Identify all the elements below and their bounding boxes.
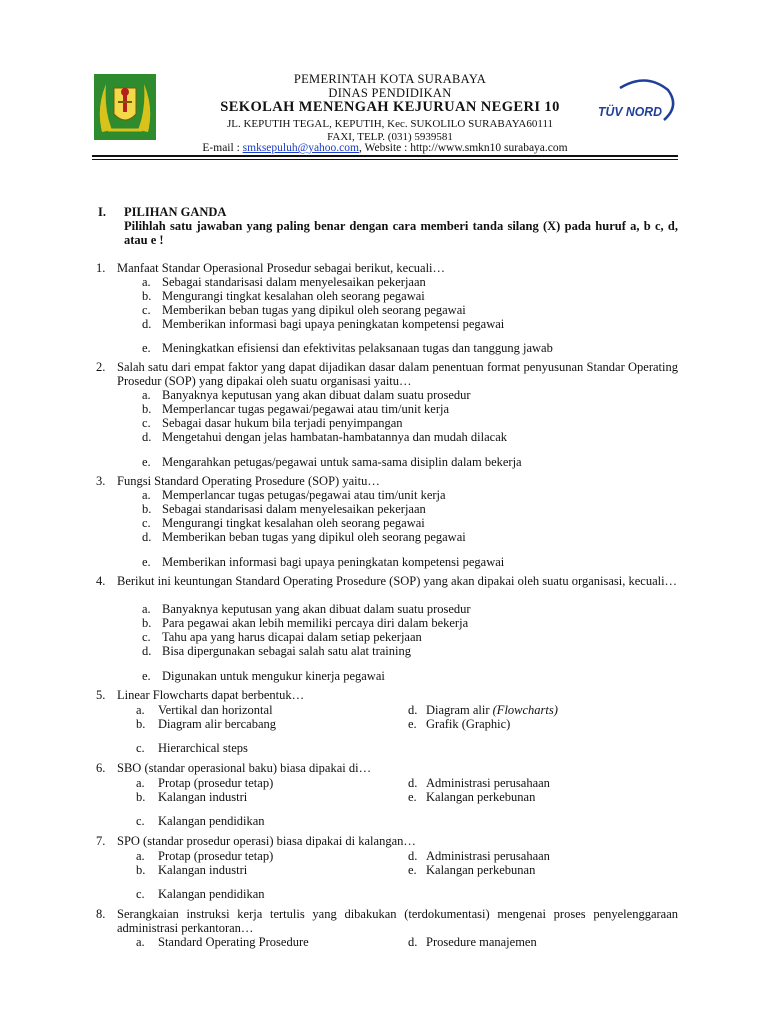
question-text: Salah satu dari empat faktor yang dapat dijadikan dasar dalam penentuan format penyusunan Standar Operating Prosedur (SOP) yang dipakai oleh suatu organisasi yaitu…: [117, 360, 678, 388]
header-contact: [120, 141, 650, 155]
option-text: Banyaknya keputusan yang akan dibuat dalam suatu prosedur: [162, 388, 471, 402]
option-letter: d.: [408, 935, 418, 949]
option-letter: a.: [142, 488, 151, 502]
option-text: Protap (prosedur tetap): [158, 776, 274, 790]
option-letter: e.: [142, 341, 151, 355]
header-address: JL. KEPUTIH TEGAL, KEPUTIH, Kec. SUKOLILO SURABAYA60111: [226, 118, 554, 130]
question-text: Linear Flowcharts dapat berbentuk…: [117, 688, 305, 702]
option-letter: c.: [142, 303, 151, 317]
option-letter: e.: [408, 863, 417, 877]
option-letter: d.: [408, 849, 418, 863]
option-letter: a.: [136, 776, 145, 790]
option-letter: a.: [142, 602, 151, 616]
option-text: Memberikan informasi bagi upaya peningkatan kompetensi pegawai: [162, 317, 505, 331]
option-letter: c.: [142, 516, 151, 530]
option-text: Sebagai standarisasi dalam menyelesaikan pekerjaan: [162, 275, 426, 289]
website-text: , Website : http://www.smkn10 surabaya.com: [358, 142, 568, 154]
option-text: Sebagai standarisasi dalam menyelesaikan pekerjaan: [162, 502, 426, 516]
header-divider-thin: [92, 159, 678, 160]
option-letter: a.: [142, 388, 151, 402]
option-text: Digunakan untuk mengukur kinerja pegawai: [162, 669, 385, 683]
option-text: Kalangan perkebunan: [426, 863, 536, 877]
option-text: Mengetahui dengan jelas hambatan-hambatannya dan mudah dilacak: [162, 430, 508, 444]
option-text: Grafik (Graphic): [426, 717, 511, 731]
option-letter: e.: [408, 790, 417, 804]
question-number: 6.: [96, 761, 106, 775]
option-text: Mengarahkan petugas/pegawai untuk sama-sama disiplin dalam bekerja: [162, 455, 522, 469]
option-text: Memberikan beban tugas yang dipikul oleh seorang pegawai: [162, 530, 466, 544]
question-number: 2.: [96, 360, 106, 374]
option-letter: a.: [136, 935, 145, 949]
question-number: 1.: [96, 261, 106, 275]
option-letter: c.: [136, 814, 145, 828]
option-letter: e.: [142, 669, 151, 683]
option-letter: d.: [142, 430, 152, 444]
option-letter: a.: [136, 703, 145, 717]
option-letter: e.: [408, 717, 417, 731]
option-text: Tahu apa yang harus dicapai dalam setiap pekerjaan: [162, 630, 422, 644]
option-letter: b.: [136, 863, 146, 877]
option-letter: d.: [142, 317, 152, 331]
question-number: 7.: [96, 834, 106, 848]
email-label: E-mail :: [202, 142, 243, 154]
option-text: Kalangan perkebunan: [426, 790, 536, 804]
tuv-nord-logo-text: TÜV NORD: [598, 104, 663, 119]
option-letter: d.: [142, 644, 152, 658]
option-text-italic: (Flowcharts): [492, 703, 558, 717]
option-text-plain: Diagram alir: [426, 703, 493, 717]
option-text: Kalangan pendidikan: [158, 814, 265, 828]
header-department: DINAS PENDIDIKAN: [328, 86, 452, 100]
email-link[interactable]: smksepuluh@yahoo.com: [242, 142, 359, 154]
option-letter: b.: [142, 502, 152, 516]
section-instruction: Pilihlah satu jawaban yang paling benar dengan cara memberi tanda silang (X) pada huruf a, b c, d, atau e !: [124, 219, 678, 247]
option-letter: b.: [142, 402, 152, 416]
option-text: Prosedure manajemen: [426, 935, 537, 949]
option-letter: c.: [142, 630, 151, 644]
option-text: Memberikan informasi bagi upaya peningkatan kompetensi pegawai: [162, 555, 505, 569]
option-text: Memperlancar tugas pegawai/pegawai atau tim/unit kerja: [162, 402, 450, 416]
option-letter: b.: [142, 289, 152, 303]
option-letter: d.: [408, 776, 418, 790]
option-letter: c.: [136, 741, 145, 755]
option-text: Diagram alir bercabang: [158, 717, 276, 731]
option-text: Memperlancar tugas petugas/pegawai atau tim/unit kerja: [162, 488, 446, 502]
header-government: PEMERINTAH KOTA SURABAYA: [293, 72, 487, 86]
option-text: Vertikal dan horizontal: [158, 703, 273, 717]
header-phone: FAXI, TELP. (031) 5939581: [327, 131, 453, 143]
option-letter: a.: [142, 275, 151, 289]
option-letter: e.: [142, 555, 151, 569]
option-text: Kalangan industri: [158, 790, 248, 804]
header-divider-thick: [92, 155, 678, 157]
option-text: Protap (prosedur tetap): [158, 849, 274, 863]
option-text: Bisa dipergunakan sebagai salah satu alat training: [162, 644, 411, 658]
question-number: 5.: [96, 688, 106, 702]
option-text: Para pegawai akan lebih memiliki percaya diri dalam bekerja: [162, 616, 469, 630]
option-letter: b.: [136, 717, 146, 731]
option-letter: a.: [136, 849, 145, 863]
option-text: Memberikan beban tugas yang dipikul oleh seorang pegawai: [162, 303, 466, 317]
option-text: Banyaknya keputusan yang akan dibuat dalam suatu prosedur: [162, 602, 471, 616]
option-text: Mengurangi tingkat kesalahan oleh seorang pegawai: [162, 516, 425, 530]
option-text: Hierarchical steps: [158, 741, 248, 755]
option-letter: c.: [142, 416, 151, 430]
question-text: Manfaat Standar Operasional Prosedur sebagai berikut, kecuali…: [117, 261, 446, 275]
question-text: SBO (standar operasional baku) biasa dipakai di…: [117, 761, 372, 775]
option-text: Administrasi perusahaan: [426, 776, 550, 790]
option-letter: b.: [142, 616, 152, 630]
question-text: SPO (standar prosedur operasi) biasa dipakai di kalangan…: [117, 834, 416, 848]
city-crest-logo: [92, 72, 158, 142]
option-text: [426, 703, 558, 717]
option-text: Standard Operating Prosedure: [158, 935, 309, 949]
option-text: Sebagai dasar hukum bila terjadi penyimpangan: [162, 416, 403, 430]
option-text: Kalangan industri: [158, 863, 248, 877]
section-number: I.: [98, 205, 106, 219]
question-text: Fungsi Standard Operating Prosedure (SOP) yaitu…: [117, 474, 380, 488]
section-title: PILIHAN GANDA: [124, 205, 227, 219]
question-number: 8.: [96, 907, 106, 921]
option-letter: d.: [408, 703, 418, 717]
question-number: 3.: [96, 474, 106, 488]
question-number: 4.: [96, 574, 106, 588]
option-letter: e.: [142, 455, 151, 469]
option-text: Mengurangi tingkat kesalahan oleh seorang pegawai: [162, 289, 425, 303]
option-letter: c.: [136, 887, 145, 901]
header-school-name: SEKOLAH MENENGAH KEJURUAN NEGERI 10: [220, 99, 560, 115]
option-text: Kalangan pendidikan: [158, 887, 265, 901]
option-text: Administrasi perusahaan: [426, 849, 550, 863]
option-text: Meningkatkan efisiensi dan efektivitas pelaksanaan tugas dan tanggung jawab: [162, 341, 553, 355]
option-letter: b.: [136, 790, 146, 804]
question-text: Serangkaian instruksi kerja tertulis yang dibakukan (terdokumentasi) mengenai proses penyelenggaraan administrasi perkantoran…: [117, 907, 678, 935]
option-letter: d.: [142, 530, 152, 544]
question-text: Berikut ini keuntungan Standard Operating Prosedure (SOP) yang akan dipakai oleh suatu organisasi, kecuali…: [117, 574, 678, 588]
